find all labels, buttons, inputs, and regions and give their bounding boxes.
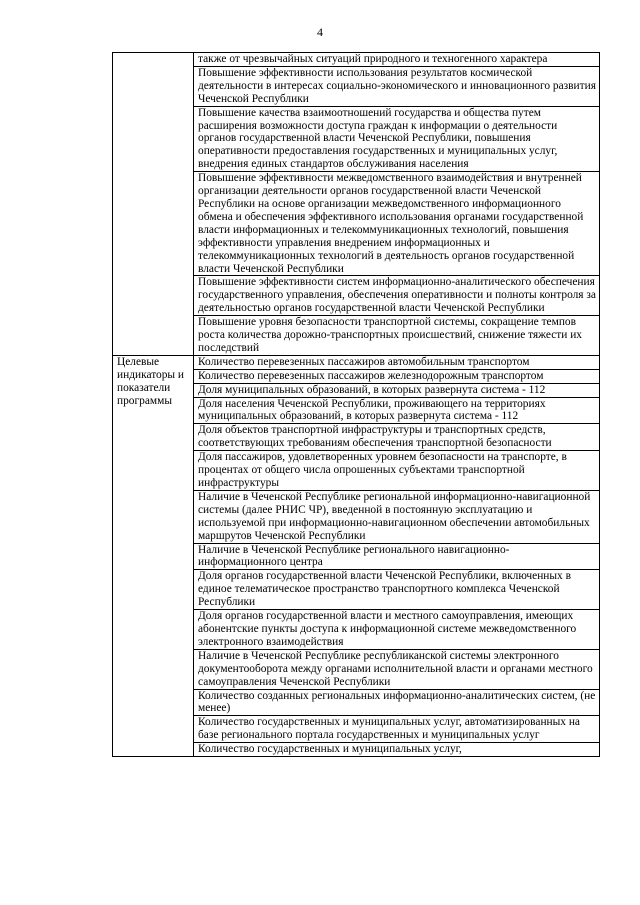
- table-cell: Наличие в Чеченской Республике регионального навигационно-информационного центра: [194, 543, 600, 570]
- table-cell: Доля пассажиров, удовлетворенных уровнем безопасности на транспорте, в процентах от общего числа опрошенных субъектами транспортной инфраструктуры: [194, 451, 600, 491]
- table-cell: Количество перевезенных пассажиров автомобильным транспортом: [194, 355, 600, 369]
- table-cell: Доля муниципальных образований, в которых развернута система - 112: [194, 383, 600, 397]
- table-cell: Повышение эффективности систем информационно-аналитического обеспечения государственного управления, обеспечения оперативности и полноты контроля за деятельностью органов государственной власти Чеченской Республики: [194, 276, 600, 316]
- table-cell: Доля населения Чеченской Республики, проживающего на территориях муниципальных образований, в которых развернута система - 112: [194, 397, 600, 424]
- table-cell: Наличие в Чеченской Республике региональной информационно-навигационной системы (далее РНИС ЧР), введенной в постоянную эксплуатацию и используемой при информационно-навигационном обеспечении автомобильных маршрутов Чеченской Республики: [194, 490, 600, 543]
- table-cell: Наличие в Чеченской Республике республиканской системы электронного документооборота между органами исполнительной власти и органами местного самоуправления Чеченской Республики: [194, 649, 600, 689]
- table-row: [113, 53, 600, 67]
- table-cell: Количество перевезенных пассажиров железнодорожным транспортом: [194, 369, 600, 383]
- table-cell: Количество государственных и муниципальных услуг, автоматизированных на базе регионального портала государственных и муниципальных услуг: [194, 716, 600, 743]
- table-cell: Доля органов государственной власти Чеченской Республики, включенных в единое телематическое пространство транспортного комплекса Чеченской Республики: [194, 570, 600, 610]
- table-cell: Повышение уровня безопасности транспортной системы, сокращение темпов роста количества дорожно-транспортных происшествий, снижение тяжести их последствий: [194, 316, 600, 356]
- table-cell: Доля органов государственной власти и местного самоуправления, имеющих абонентские пункты доступа к информационной системе межведомственного электронного взаимодействия: [194, 610, 600, 650]
- table-cell: Доля объектов транспортной инфраструктуры и транспортных средств, соответствующих требованиям обеспечения транспортной безопасности: [194, 424, 600, 451]
- table-row: [113, 355, 600, 369]
- table-cell: Повышение качества взаимоотношений государства и общества путем расширения возможности доступа граждан к информации о деятельности органов государственной власти Чеченской Республики, повышения оперативности предоставления государственных и муниципальных услуг, внедрения единых стандартов обслуживания населения: [194, 106, 600, 172]
- table-cell: также от чрезвычайных ситуаций природного и техногенного характера: [194, 53, 600, 67]
- table-cell: Повышение эффективности использования результатов космической деятельности в интересах социально-экономического и инновационного развития Чеченской Республики: [194, 66, 600, 106]
- table-cell: Повышение эффективности межведомственного взаимодействия и внутренней организации деятельности органов государственной власти Чеченской Республики на основе организации межведомственного информационного обмена и обеспечения эффективного использования органами государственной власти информационных и телекоммуникационных технологий, повышения эффективности управления внедрением информационных и телекоммуникационных технологий в деятельность органов государственной власти Чеченской Республики: [194, 172, 600, 276]
- page-number: 4: [317, 25, 323, 39]
- section-label-target-indicators: Целевые индикаторы и показатели программы: [113, 355, 194, 756]
- table-cell: Количество государственных и муниципальных услуг,: [194, 743, 600, 757]
- program-passport-table: [112, 52, 600, 757]
- section-label: [113, 53, 194, 356]
- table-cell: Количество созданных региональных информационно-аналитических систем, (не менее): [194, 689, 600, 716]
